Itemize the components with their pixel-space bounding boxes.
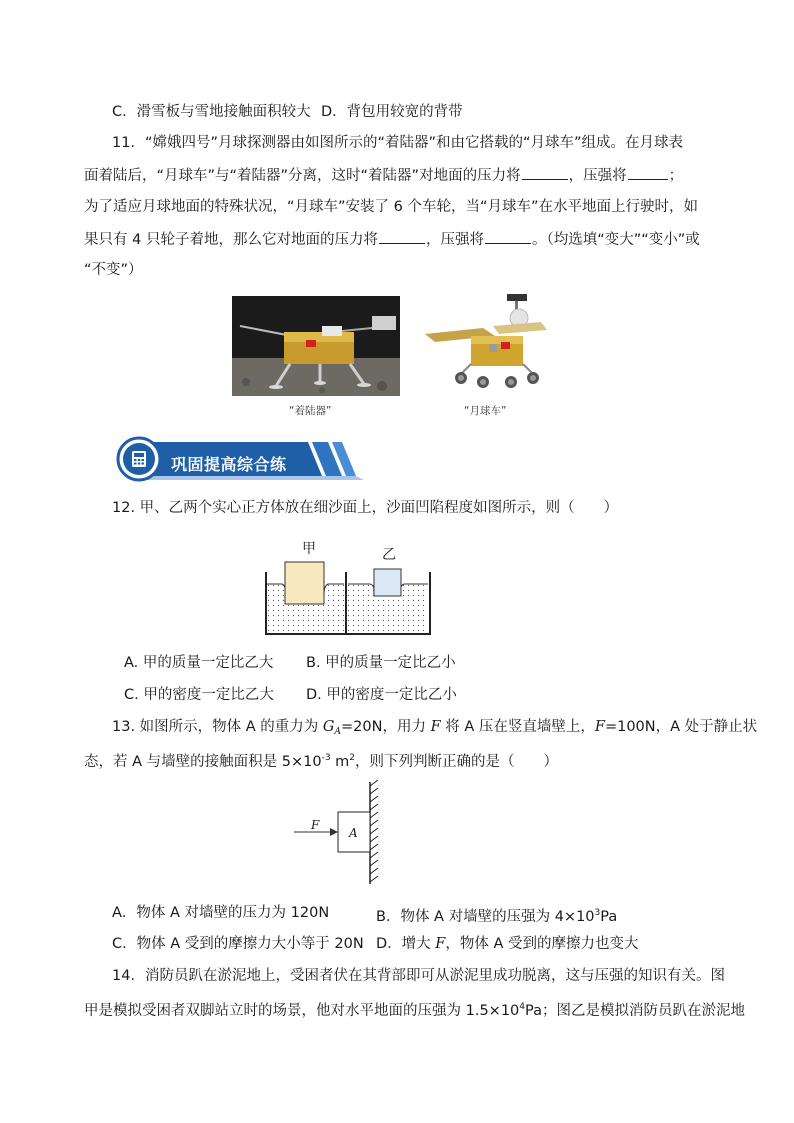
caption-lander: “着陆器” (289, 405, 332, 417)
q13-option-d: D．增大 F，物体 A 受到的摩擦力也变大 (376, 936, 639, 952)
q12-option-b: B. 甲的质量一定比乙小 (306, 655, 456, 671)
block-a-label: A (349, 826, 358, 840)
q13-option-b: B．物体 A 对墙壁的压强为 $4\times 10^3Pa$ (376, 908, 618, 925)
sand-figure (262, 534, 434, 638)
answer-blank (379, 229, 425, 244)
block-jia (285, 562, 324, 604)
q13-option-c: C．物体 A 受到的摩擦力大小等于 20N (112, 936, 364, 952)
label-yi: 乙 (382, 547, 396, 563)
q11-line-3: 为了适应月球地面的特殊状况，“月球车”安装了 6 个车轮，当“月球车”在水平地面上行驶时，如 (84, 199, 698, 215)
q11-line-2: 面着陆后，“月球车”与“着陆器”分离，这时“着陆器”对地面的压力将 ，压强将 ； (84, 165, 683, 186)
q11-line-5: “不变”） (84, 262, 143, 278)
force-label: F (311, 818, 320, 832)
q14-line-2: 甲是模拟受困者双脚站立时的场景，他对水平地面的压强为 $1.5\times 10^4Pa$；图乙是模拟消防员趴在淤泥地 (84, 1002, 745, 1019)
q12-stem: 12. 甲、乙两个实心正方体放在细沙面上，沙面凹陷程度如图所示，则（ ） (112, 500, 619, 516)
label-jia: 甲 (302, 541, 316, 557)
q13-line-2: 态，若 A 与墙壁的接触面积是 $5\times 10^{-3}$ $m^2$，则下列判断正确的是（ ） (84, 753, 559, 770)
wall-figure (292, 780, 392, 888)
answer-blank (485, 229, 531, 244)
q13-line-1: 13. 如图所示，物体 A 的重力为 $G_A=20N$，用力 F 将 A 压在竖直墙壁上，F=100N，A 处于静止状 (112, 719, 758, 737)
answer-blank (522, 165, 568, 180)
rover-photo (423, 290, 551, 396)
q12-option-c: C. 甲的密度一定比乙大 (124, 687, 274, 703)
calculator-icon (130, 450, 148, 468)
answer-blank (628, 165, 668, 180)
q11-line-4: 果只有 4 只轮子着地，那么它对地面的压力将 ，压强将 。（均选填“变大”“变小”或 (84, 229, 700, 250)
q13-option-a: A．物体 A 对墙壁的压力为 120N (112, 905, 330, 921)
q11-line-1: 11．“嫦娥四号”月球探测器由如图所示的“着陆器”和由它搭载的“月球车”组成。在月球表 (112, 135, 684, 151)
q12-option-d: D. 甲的密度一定比乙小 (306, 687, 457, 703)
caption-rover: “月球车” (464, 405, 507, 417)
q12-option-a: A. 甲的质量一定比乙大 (124, 655, 274, 671)
section-title: 巩固提高综合练 (171, 455, 287, 474)
q10-option-d: D．背包用较宽的背带 (321, 104, 463, 120)
block-yi (374, 569, 401, 596)
q10-option-c: C．滑雪板与雪地接触面积较大 (112, 104, 311, 120)
lander-photo (232, 296, 400, 396)
q14-line-1: 14．消防员趴在淤泥地上，受困者伏在其背部即可从淤泥里成功脱离，这与压强的知识有关。图 (112, 968, 725, 984)
